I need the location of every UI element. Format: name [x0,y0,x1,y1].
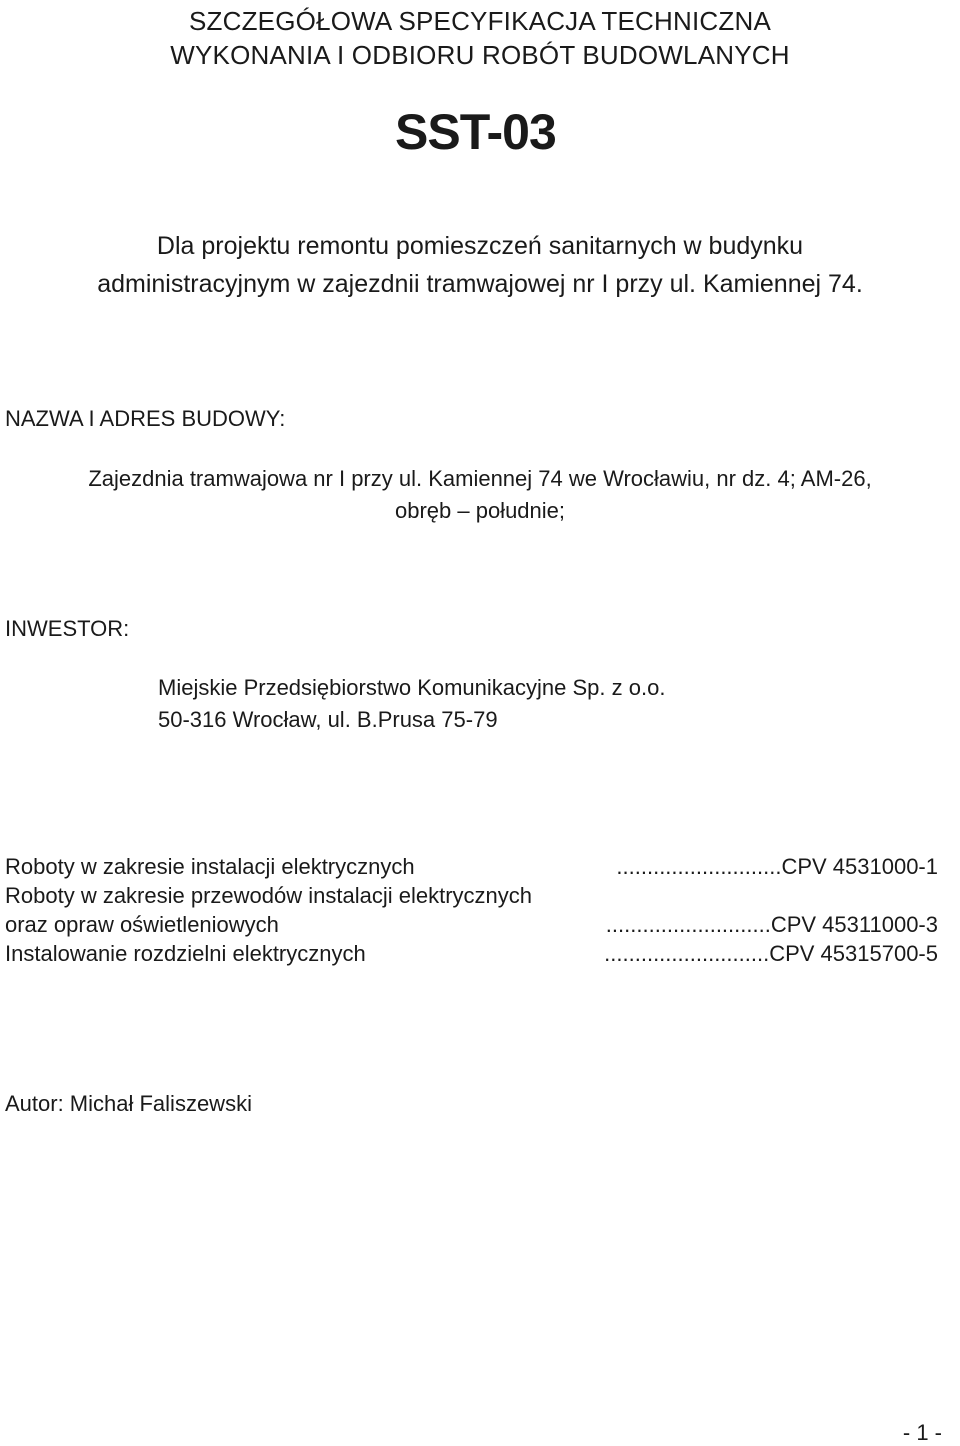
cpv-item-label: Instalowanie rozdzielni elektrycznych [5,941,366,966]
investor-address: 50-316 Wrocław, ul. B.Prusa 75-79 [158,707,498,732]
investor-label: INWESTOR: [5,616,130,641]
site-address-line-1: Zajezdnia tramwajowa nr I przy ul. Kamiennej 74 we Wrocławiu, nr dz. 4; AM-26, [88,466,872,491]
title-line-1: SZCZEGÓŁOWA SPECYFIKACJA TECHNICZNA [189,6,771,36]
author: Autor: Michał Faliszewski [5,1091,252,1116]
page-number: - 1 - [902,1420,942,1445]
cpv-item-code: ...........................CPV 4531000-1 [616,854,938,879]
site-address-line-2: obręb – południe; [394,498,566,523]
project-line-1: Dla projektu remontu pomieszczeń sanitarnych w budynku [156,232,804,260]
cpv-item-code: ...........................CPV 45311000-3 [605,912,938,937]
project-line-2: administracyjnym w zajezdnii tramwajowej nr I przy ul. Kamiennej 74. [97,270,863,298]
document-code: SST-03 [395,104,556,160]
cpv-item-label: Roboty w zakresie instalacji elektrycznych [5,854,415,879]
cpv-item-label: oraz opraw oświetleniowych [5,912,279,937]
cpv-item-label: Roboty w zakresie przewodów instalacji elektrycznych [5,883,532,908]
cpv-item-code: ...........................CPV 45315700-5 [604,941,938,966]
investor-name: Miejskie Przedsiębiorstwo Komunikacyjne Sp. z o.o. [158,675,666,700]
site-label: NAZWA I ADRES BUDOWY: [5,406,286,431]
title-line-2: WYKONANIA I ODBIORU ROBÓT BUDOWLANYCH [170,40,790,70]
